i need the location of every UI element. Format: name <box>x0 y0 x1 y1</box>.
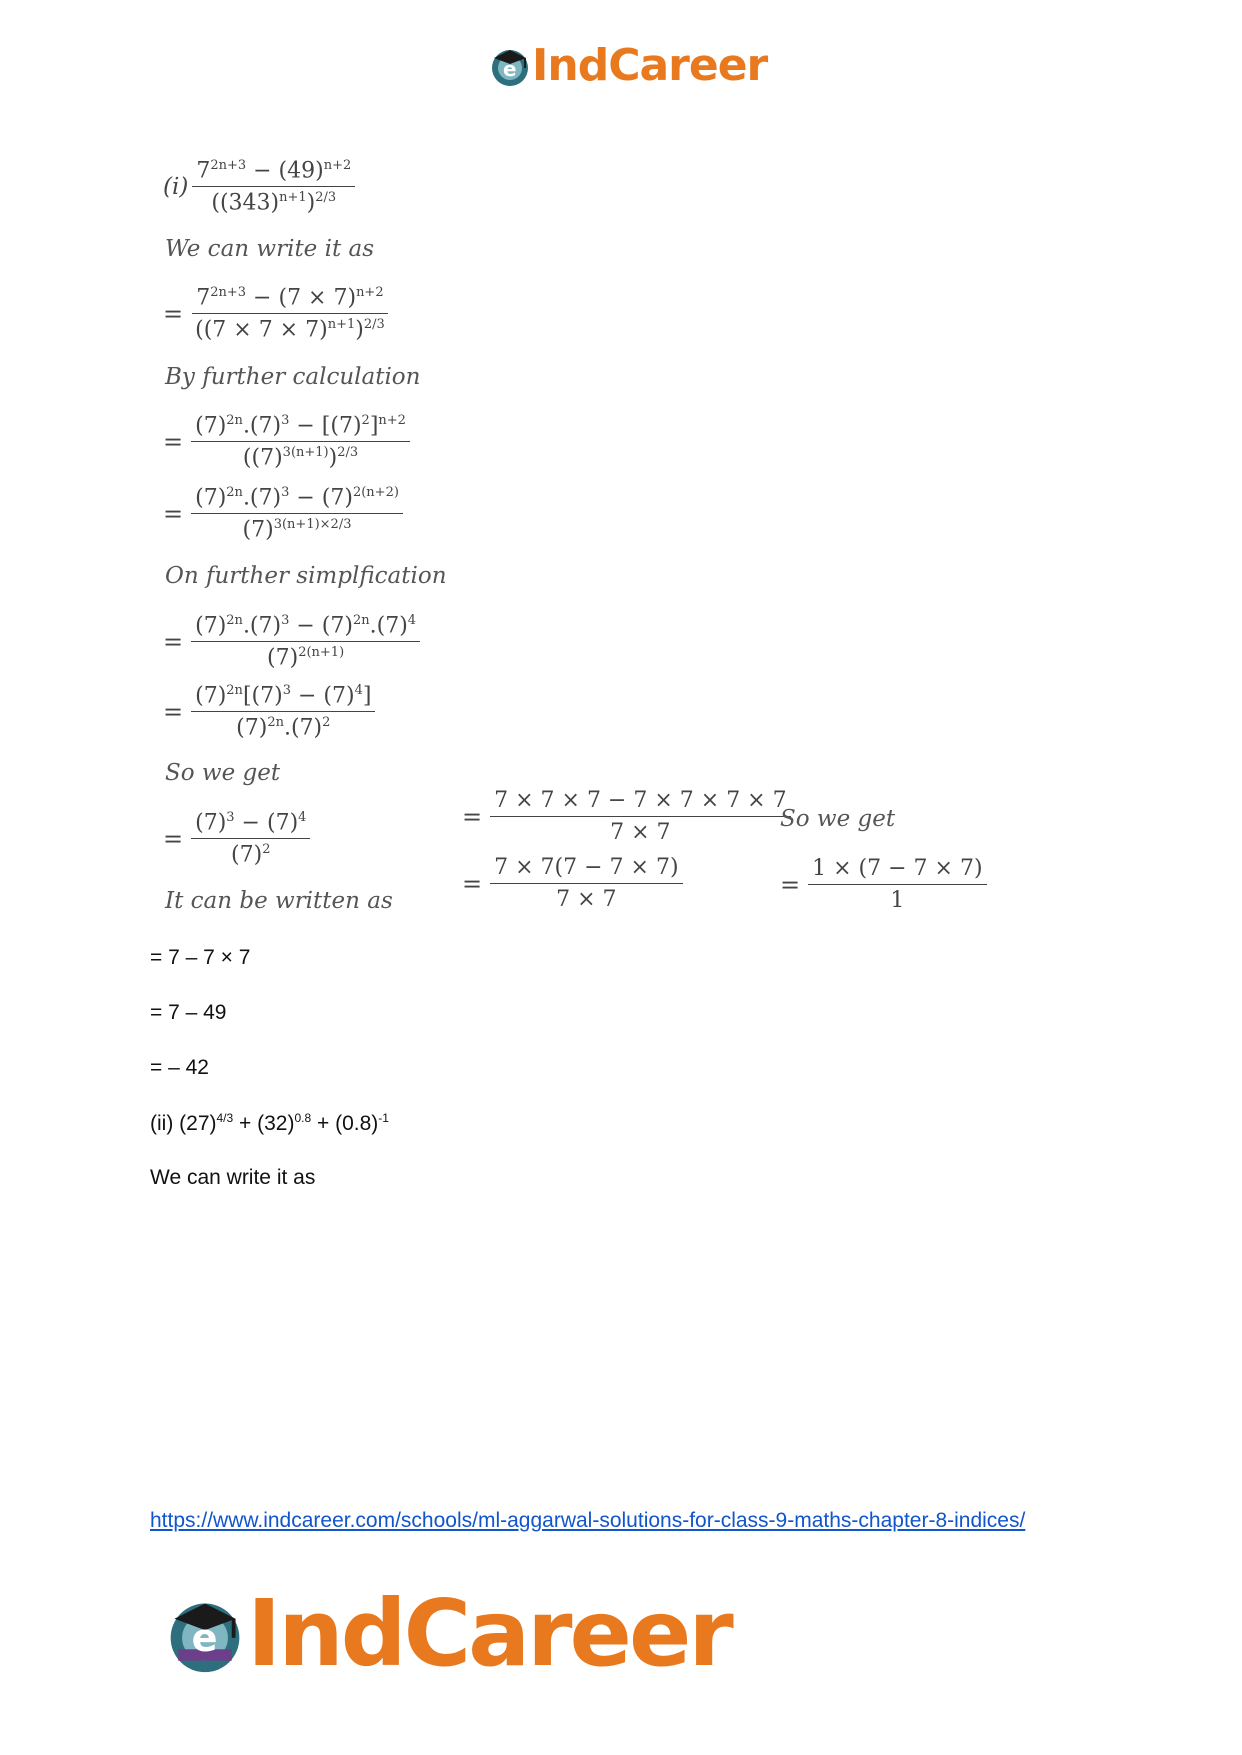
step-4: = $\frac{(7)^{2n}.(7)^3 - (7)^{2n}.(7)^4}{(7)^{2(n+1)}}$ <box>163 613 420 671</box>
fraction: $\frac{(7)^3 - (7)^4}{(7)^2}$ <box>191 810 310 868</box>
write-as-line: We can write it as <box>150 1166 316 1189</box>
header-logo <box>488 40 767 91</box>
fraction: $\frac{1 \times (7 - 7 \times 7)}{1}$ <box>808 856 986 913</box>
fraction: $\frac{(7)^{2n}.(7)^3 - (7)^{2n}.(7)^4}{(7)^{2(n+1)}}$ <box>191 613 420 671</box>
note-written-as: It can be written as <box>165 888 393 914</box>
note-further-simpl: On further simplfication <box>165 563 447 589</box>
note-further-calc: By further calculation <box>165 364 421 390</box>
fraction: $\frac{(7)^{2n}[(7)^3 - (7)^4]}{(7)^{2n}.(7)^2}$ <box>191 683 375 741</box>
fraction: $\frac{7^{2n+3} - (49)^{n+2}}{((343)^{n+1})^{2/3}}$ <box>192 158 355 216</box>
note-write-as: We can write it as <box>165 236 375 262</box>
step-1: = $\frac{7^{2n+3} - (7 \times 7)^{n+2}}{((7 \times 7 \times 7)^{n+1})^{2/3}}$ <box>163 285 389 343</box>
graduation-book-icon <box>163 1592 247 1676</box>
step-9: = $\frac{1 \times (7 - 7 \times 7)}{1}$ <box>780 856 987 913</box>
fraction: $\frac{7^{2n+3} - (7 \times 7)^{n+2}}{((7 \times 7 \times 7)^{n+1})^{2/3}}$ <box>191 285 389 343</box>
note-so-we-get-1: So we get <box>165 760 281 786</box>
svg-text:e: e <box>191 1616 218 1661</box>
note-so-we-get-2: So we get <box>780 806 896 832</box>
step-5: = $\frac{(7)^{2n}[(7)^3 - (7)^4]}{(7)^{2n}.(7)^2}$ <box>163 683 375 741</box>
logo-wordmark: IndCareer <box>532 40 768 91</box>
fraction: $\frac{7 \times 7 \times 7 - 7 \times 7 \times 7 \times 7}{7 \times 7}$ <box>490 788 791 845</box>
footer-logo <box>163 1580 731 1687</box>
source-link[interactable]: https://www.indcareer.com/schools/ml-aggarwal-solutions-for-class-9-maths-chapter-8-indices/ <box>150 1509 1026 1532</box>
step-3: = $\frac{(7)^{2n}.(7)^3 - (7)^{2(n+2)}}{(7)^{3(n+1)\times 2/3}}$ <box>163 485 403 543</box>
result-line-3: = – 42 <box>150 1056 209 1079</box>
step-6: = $\frac{(7)^3 - (7)^4}{(7)^2}$ <box>163 810 310 868</box>
logo-wordmark: IndCareer <box>247 1580 731 1687</box>
expression-i <box>163 158 355 216</box>
graduation-book-icon <box>488 44 532 88</box>
svg-text:e: e <box>503 56 517 81</box>
result-line-2: = 7 – 49 <box>150 1001 227 1024</box>
fraction: $\frac{7 \times 7(7 - 7 \times 7)}{7 \times 7}$ <box>490 855 682 912</box>
step-7: = $\frac{7 \times 7 \times 7 - 7 \times 7 \times 7 \times 7}{7 \times 7}$ <box>462 788 791 845</box>
question-ii: (ii) $(27)^{4/3} + (32)^{0.8} + (0.8)^{-1}$ <box>150 1111 389 1135</box>
fraction: $\frac{(7)^{2n}.(7)^3 - (7)^{2(n+2)}}{(7)^{3(n+1)\times 2/3}}$ <box>191 485 403 543</box>
result-line-1: = 7 – 7 × 7 <box>150 946 251 969</box>
step-2: = $\frac{(7)^{2n}.(7)^3 - [(7)^2]^{n+2}}{((7)^{3(n+1)})^{2/3}}$ <box>163 413 410 471</box>
part-label: (i) <box>163 173 189 200</box>
fraction: $\frac{(7)^{2n}.(7)^3 - [(7)^2]^{n+2}}{((7)^{3(n+1)})^{2/3}}$ <box>191 413 410 471</box>
step-8: = $\frac{7 \times 7(7 - 7 \times 7)}{7 \times 7}$ <box>462 855 683 912</box>
